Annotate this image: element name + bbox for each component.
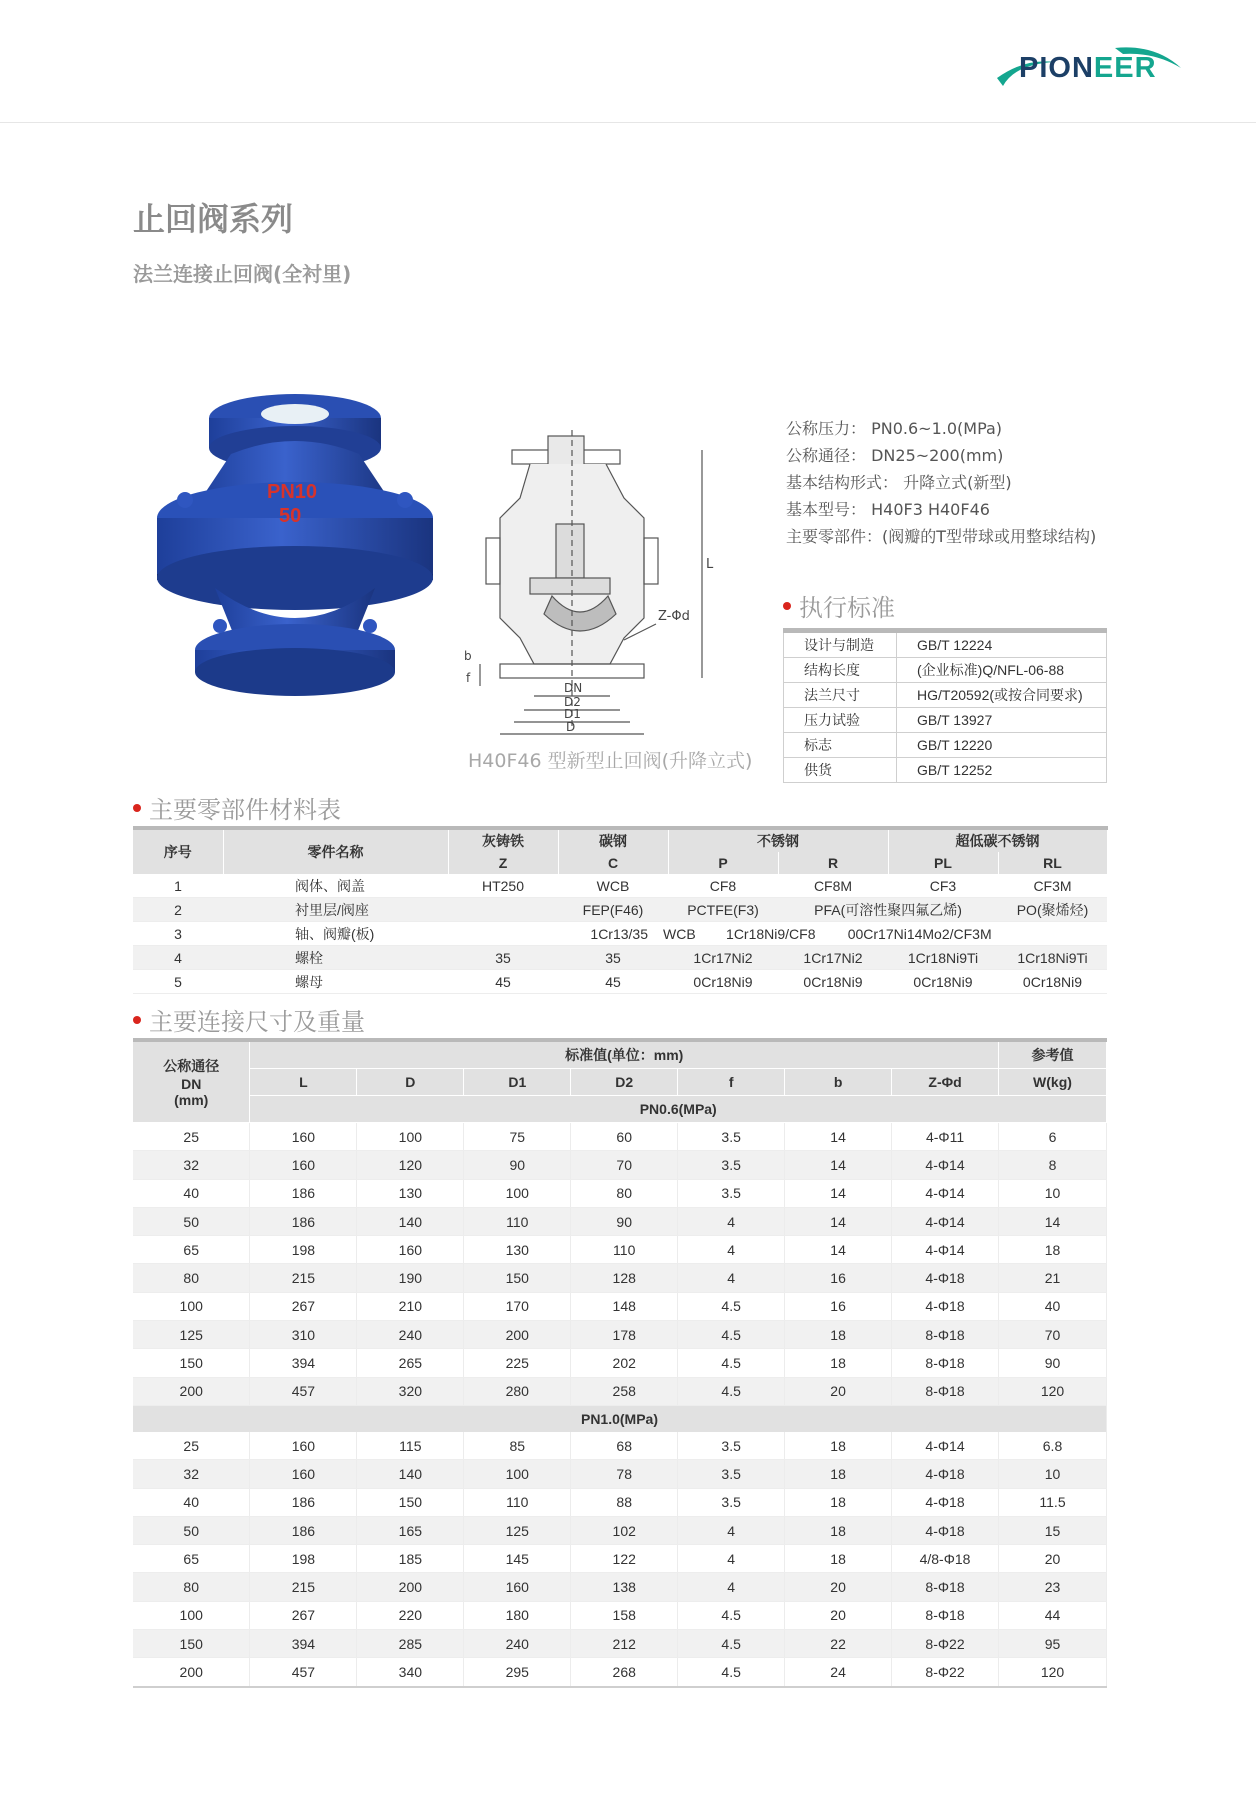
standards-heading: 执行标准 bbox=[783, 588, 895, 623]
table-cell: 150 bbox=[133, 1349, 250, 1377]
table-cell: 14 bbox=[785, 1207, 892, 1235]
table-cell: 25 bbox=[133, 1123, 250, 1151]
table-cell: 295 bbox=[464, 1658, 571, 1687]
table-cell: 200 bbox=[133, 1658, 250, 1687]
dim-label-dn: DN bbox=[564, 681, 583, 695]
table-row: 3 轴、阀瓣(板) 1Cr13/35 WCB 1Cr18Ni9/CF8 00Cr17Ni14Mo2/CF3M bbox=[133, 922, 1107, 946]
table-cell: 90 bbox=[464, 1151, 571, 1179]
table-cell: 50 bbox=[133, 1516, 250, 1544]
table-cell: 110 bbox=[464, 1207, 571, 1235]
table-cell: 15 bbox=[999, 1516, 1107, 1544]
dim-label-d1: D1 bbox=[564, 707, 581, 721]
table-cell: 4-Φ14 bbox=[892, 1432, 999, 1460]
table-cell: 4-Φ14 bbox=[892, 1151, 999, 1179]
table-cell: 21 bbox=[999, 1264, 1107, 1292]
photo-marking-1: PN10 bbox=[267, 481, 318, 503]
table-cell: 60 bbox=[571, 1123, 678, 1151]
table-cell: 158 bbox=[571, 1601, 678, 1629]
table-cell: 14 bbox=[999, 1207, 1107, 1235]
table-cell: 198 bbox=[250, 1545, 357, 1573]
table-cell: 4.5 bbox=[678, 1630, 785, 1658]
section-drawing bbox=[460, 428, 750, 738]
table-cell: 80 bbox=[571, 1179, 678, 1207]
table-cell: 4.5 bbox=[678, 1601, 785, 1629]
dim-label-b: b bbox=[464, 649, 472, 663]
table-cell: 18 bbox=[785, 1321, 892, 1349]
table-cell: 80 bbox=[133, 1264, 250, 1292]
table-cell: 6 bbox=[999, 1123, 1107, 1151]
table-cell: 95 bbox=[999, 1630, 1107, 1658]
table-row bbox=[133, 1321, 1107, 1349]
table-cell: 120 bbox=[999, 1658, 1107, 1687]
table-cell: 150 bbox=[357, 1488, 464, 1516]
table-cell: 240 bbox=[357, 1321, 464, 1349]
table-cell: 32 bbox=[133, 1151, 250, 1179]
table-cell: 4 bbox=[678, 1264, 785, 1292]
table-cell: 215 bbox=[250, 1573, 357, 1601]
table-cell: 4-Φ14 bbox=[892, 1179, 999, 1207]
logo-text-a: PION bbox=[1019, 52, 1094, 84]
table-row: 5 螺母 45 45 0Cr18Ni9 0Cr18Ni9 0Cr18Ni9 0Cr18Ni9 bbox=[133, 970, 1107, 994]
table-cell: 40 bbox=[133, 1179, 250, 1207]
table-cell: 4-Φ18 bbox=[892, 1292, 999, 1320]
dimensions-table: 公称通径 DN (mm) 标准值(单位：mm) 参考值 L D D1 D2 f b Z-Φd W(kg) PN0.6(MPa) 25 160 100 75 60 3.5 14 4-Φ11 6 32 160 120 90 70 3.5 14 4-Φ14 8 40 186 130 100 80 3.5 14 4-Φ14 10 50 186 140 110 90 4 14 4-Φ14 14 65 198 160 130 110 4 14 4-Φ14 18 80 215 190 150 128 4 16 4-Φ18 21 100 267 210 170 148 4.5 16 4-Φ18 40 125 310 240 200 178 4.5 18 8-Φ18 70 150 394 265 225 202 4.5 18 8-Φ18 90 200 457 320 280 258 4.5 20 8-Φ18 120 PN1.0(MPa) 25 160 115 85 68 3.5 18 4-Φ14 6.8 32 160 140 100 78 3.5 18 4-Φ18 10 40 186 150 110 88 3.5 18 4-Φ18 11.5 50 186 165 125 102 4 18 4-Φ18 15 65 198 185 145 122 4 18 4/8-Φ18 20 80 215 200 160 138 4 20 8-Φ18 23 100 267 220 180 158 4.5 20 8-Φ18 44 150 394 285 240 212 4.5 22 8-Φ22 95 200 457 340 295 268 4.5 24 8-Φ22 120 bbox=[133, 1038, 1107, 1688]
table-cell: 310 bbox=[250, 1321, 357, 1349]
table-cell: 4-Φ14 bbox=[892, 1207, 999, 1235]
table-cell: 115 bbox=[357, 1432, 464, 1460]
table-cell: 394 bbox=[250, 1349, 357, 1377]
table-cell: 11.5 bbox=[999, 1488, 1107, 1516]
table-row bbox=[133, 1460, 1107, 1488]
table-cell: 130 bbox=[464, 1236, 571, 1264]
spec-item: 基本结构形式： 升降立式(新型) bbox=[786, 473, 1012, 492]
spec-item: 公称压力： PN0.6~1.0(MPa) bbox=[786, 419, 1003, 438]
spec-item: 主要零部件：(阀瓣的T型带球或用整球结构) bbox=[786, 527, 1097, 546]
table-cell: 125 bbox=[464, 1516, 571, 1544]
materials-heading: 主要零部件材料表 bbox=[133, 790, 341, 825]
table-cell: 18 bbox=[785, 1460, 892, 1488]
table-cell: 32 bbox=[133, 1460, 250, 1488]
table-cell: 457 bbox=[250, 1658, 357, 1687]
table-row bbox=[133, 1349, 1107, 1377]
logo-text-b: EER bbox=[1093, 52, 1157, 84]
dim-label-d2: D2 bbox=[564, 695, 581, 709]
valve-photo bbox=[145, 388, 435, 708]
materials-table: 序号 零件名称 灰铸铁 碳钢 不锈钢 超低碳不锈钢 Z C P R PL RL 1 阀体、阀盖 HT250 WCB CF8 CF8M CF3 CF3M 2 衬里层/阀座 FEP(F46) PCTFE(F3) PFA(可溶性聚四氟乙烯) PO(聚烯烃) 3 轴、阀瓣(板) 1Cr13/35 WCB 1Cr18Ni9/CF8 00Cr17Ni14Mo2/CF3M 4 螺栓 35 35 1Cr17Ni2 1Cr17Ni2 1Cr18Ni9Ti 1Cr18Ni9Ti 5 螺母 45 45 0Cr18Ni9 0Cr18Ni9 0Cr18Ni9 0Cr18Ni9 bbox=[133, 826, 1107, 994]
table-cell: 178 bbox=[571, 1321, 678, 1349]
table-row: 1 阀体、阀盖 HT250 WCB CF8 CF8M CF3 CF3M bbox=[133, 874, 1107, 898]
table-cell: 4.5 bbox=[678, 1377, 785, 1405]
table-cell: 200 bbox=[464, 1321, 571, 1349]
table-cell: 198 bbox=[250, 1236, 357, 1264]
table-cell: 4.5 bbox=[678, 1321, 785, 1349]
drawing-caption: H40F46 型新型止回阀(升降立式) bbox=[468, 750, 753, 772]
table-row bbox=[133, 1179, 1107, 1207]
table-cell: 265 bbox=[357, 1349, 464, 1377]
table-cell: 4 bbox=[678, 1516, 785, 1544]
table-cell: 65 bbox=[133, 1236, 250, 1264]
table-cell: 220 bbox=[357, 1601, 464, 1629]
table-cell: 186 bbox=[250, 1179, 357, 1207]
table-cell: 8-Φ18 bbox=[892, 1349, 999, 1377]
table-cell: 8-Φ18 bbox=[892, 1601, 999, 1629]
table-cell: 70 bbox=[571, 1151, 678, 1179]
bullet-dot-icon bbox=[133, 1016, 141, 1024]
table-row bbox=[133, 1601, 1107, 1629]
table-cell: 65 bbox=[133, 1545, 250, 1573]
table-cell: 14 bbox=[785, 1123, 892, 1151]
table-cell: 3.5 bbox=[678, 1488, 785, 1516]
table-cell: 394 bbox=[250, 1630, 357, 1658]
table-cell: 160 bbox=[250, 1151, 357, 1179]
table-cell: 18 bbox=[785, 1432, 892, 1460]
table-cell: 267 bbox=[250, 1292, 357, 1320]
spec-item: 公称通径： DN25~200(mm) bbox=[786, 446, 1004, 465]
table-cell: 90 bbox=[571, 1207, 678, 1235]
table-cell: 80 bbox=[133, 1573, 250, 1601]
table-cell: 14 bbox=[785, 1236, 892, 1264]
table-cell: 4-Φ18 bbox=[892, 1488, 999, 1516]
table-cell: 50 bbox=[133, 1207, 250, 1235]
table-cell: 4-Φ18 bbox=[892, 1460, 999, 1488]
table-cell: 165 bbox=[357, 1516, 464, 1544]
table-row bbox=[133, 1264, 1107, 1292]
table-cell: 100 bbox=[133, 1292, 250, 1320]
table-cell: 125 bbox=[133, 1321, 250, 1349]
table-row: 2 衬里层/阀座 FEP(F46) PCTFE(F3) PFA(可溶性聚四氟乙烯) PO(聚烯烃) bbox=[133, 898, 1107, 922]
table-cell: 280 bbox=[464, 1377, 571, 1405]
table-row bbox=[133, 1516, 1107, 1544]
dim-label-z: Z-Φd bbox=[658, 609, 690, 624]
table-cell: 8-Φ22 bbox=[892, 1630, 999, 1658]
page-subtitle: 法兰连接止回阀(全衬里) bbox=[133, 262, 352, 286]
table-row bbox=[133, 1236, 1107, 1264]
table-row: 压力试验 GB/T 13927 bbox=[784, 708, 1107, 733]
table-row bbox=[133, 1658, 1107, 1687]
table-cell: 16 bbox=[785, 1292, 892, 1320]
table-cell: 120 bbox=[357, 1151, 464, 1179]
table-cell: 200 bbox=[133, 1377, 250, 1405]
table-cell: 120 bbox=[999, 1377, 1107, 1405]
standards-table bbox=[783, 628, 1107, 783]
dimensions-body bbox=[133, 1123, 1107, 1687]
bullet-dot-icon bbox=[133, 804, 141, 812]
table-cell: 4-Φ14 bbox=[892, 1236, 999, 1264]
table-cell: 110 bbox=[464, 1488, 571, 1516]
table-cell: 225 bbox=[464, 1349, 571, 1377]
bullet-dot-icon bbox=[783, 602, 791, 610]
page-title: 止回阀系列 bbox=[133, 200, 294, 238]
page-header bbox=[0, 0, 1256, 123]
dim-label-L: L bbox=[706, 557, 714, 572]
table-cell: 16 bbox=[785, 1264, 892, 1292]
table-row bbox=[133, 1573, 1107, 1601]
table-cell: 4 bbox=[678, 1573, 785, 1601]
dim-label-d: D bbox=[566, 720, 576, 734]
group-header-row: PN1.0(MPa) bbox=[133, 1405, 1107, 1432]
table-row: 结构长度 (企业标准)Q/NFL-06-88 bbox=[784, 658, 1107, 683]
dim-label-f: f bbox=[466, 671, 471, 685]
table-cell: 200 bbox=[357, 1573, 464, 1601]
table-cell: 102 bbox=[571, 1516, 678, 1544]
table-row bbox=[133, 1432, 1107, 1460]
table-cell: 340 bbox=[357, 1658, 464, 1687]
table-cell: 185 bbox=[357, 1545, 464, 1573]
table-cell: 122 bbox=[571, 1545, 678, 1573]
table-cell: 160 bbox=[250, 1432, 357, 1460]
table-cell: 186 bbox=[250, 1207, 357, 1235]
table-cell: 8-Φ18 bbox=[892, 1573, 999, 1601]
table-cell: 4 bbox=[678, 1545, 785, 1573]
table-cell: 4-Φ18 bbox=[892, 1516, 999, 1544]
table-cell: 4.5 bbox=[678, 1292, 785, 1320]
table-cell: 190 bbox=[357, 1264, 464, 1292]
table-row bbox=[133, 1488, 1107, 1516]
table-cell: 68 bbox=[571, 1432, 678, 1460]
dimensions-heading: 主要连接尺寸及重量 bbox=[133, 1002, 365, 1037]
table-cell: 160 bbox=[250, 1123, 357, 1151]
table-row: 供货 GB/T 12252 bbox=[784, 758, 1107, 783]
table-cell: 145 bbox=[464, 1545, 571, 1573]
table-cell: 140 bbox=[357, 1207, 464, 1235]
table-cell: 4/8-Φ18 bbox=[892, 1545, 999, 1573]
table-cell: 267 bbox=[250, 1601, 357, 1629]
table-cell: 14 bbox=[785, 1179, 892, 1207]
table-cell: 268 bbox=[571, 1658, 678, 1687]
table-cell: 320 bbox=[357, 1377, 464, 1405]
table-cell: 4.5 bbox=[678, 1658, 785, 1687]
pioneer-logo bbox=[995, 42, 1185, 98]
table-cell: 88 bbox=[571, 1488, 678, 1516]
table-cell: 18 bbox=[785, 1349, 892, 1377]
table-cell: 78 bbox=[571, 1460, 678, 1488]
table-cell: 20 bbox=[785, 1601, 892, 1629]
table-cell: 160 bbox=[357, 1236, 464, 1264]
table-cell: 85 bbox=[464, 1432, 571, 1460]
table-row bbox=[133, 1123, 1107, 1151]
table-row bbox=[133, 1377, 1107, 1405]
table-cell: 25 bbox=[133, 1432, 250, 1460]
table-cell: 100 bbox=[464, 1179, 571, 1207]
table-cell: 24 bbox=[785, 1658, 892, 1687]
table-cell: 180 bbox=[464, 1601, 571, 1629]
table-cell: 8-Φ22 bbox=[892, 1658, 999, 1687]
table-cell: 4-Φ18 bbox=[892, 1264, 999, 1292]
table-cell: 40 bbox=[133, 1488, 250, 1516]
table-cell: 130 bbox=[357, 1179, 464, 1207]
table-cell: 8-Φ18 bbox=[892, 1377, 999, 1405]
table-cell: 140 bbox=[357, 1460, 464, 1488]
table-cell: 160 bbox=[250, 1460, 357, 1488]
table-cell: 18 bbox=[785, 1545, 892, 1573]
table-cell: 4 bbox=[678, 1207, 785, 1235]
table-cell: 240 bbox=[464, 1630, 571, 1658]
table-cell: 160 bbox=[464, 1573, 571, 1601]
table-cell: 3.5 bbox=[678, 1123, 785, 1151]
table-cell: 128 bbox=[571, 1264, 678, 1292]
table-cell: 20 bbox=[785, 1573, 892, 1601]
table-cell: 215 bbox=[250, 1264, 357, 1292]
table-cell: 23 bbox=[999, 1573, 1107, 1601]
table-cell: 4.5 bbox=[678, 1349, 785, 1377]
table-cell: 186 bbox=[250, 1488, 357, 1516]
table-cell: 3.5 bbox=[678, 1151, 785, 1179]
table-cell: 212 bbox=[571, 1630, 678, 1658]
spec-list bbox=[786, 415, 1116, 550]
table-cell: 258 bbox=[571, 1377, 678, 1405]
table-cell: 90 bbox=[999, 1349, 1107, 1377]
table-row: 4 螺栓 35 35 1Cr17Ni2 1Cr17Ni2 1Cr18Ni9Ti 1Cr18Ni9Ti bbox=[133, 946, 1107, 970]
table-row bbox=[133, 1207, 1107, 1235]
table-cell: 457 bbox=[250, 1377, 357, 1405]
table-cell: 4-Φ11 bbox=[892, 1123, 999, 1151]
table-cell: 10 bbox=[999, 1460, 1107, 1488]
table-cell: 110 bbox=[571, 1236, 678, 1264]
photo-marking-2: 50 bbox=[279, 505, 302, 527]
table-cell: 4 bbox=[678, 1236, 785, 1264]
table-cell: 40 bbox=[999, 1292, 1107, 1320]
table-row bbox=[133, 1545, 1107, 1573]
table-cell: 170 bbox=[464, 1292, 571, 1320]
table-cell: 3.5 bbox=[678, 1460, 785, 1488]
table-row bbox=[133, 1151, 1107, 1179]
table-row bbox=[133, 1292, 1107, 1320]
table-cell: 150 bbox=[133, 1630, 250, 1658]
table-cell: 210 bbox=[357, 1292, 464, 1320]
table-cell: 8-Φ18 bbox=[892, 1321, 999, 1349]
table-row: 设计与制造 GB/T 12224 bbox=[784, 631, 1107, 658]
table-cell: 150 bbox=[464, 1264, 571, 1292]
table-cell: 148 bbox=[571, 1292, 678, 1320]
table-cell: 202 bbox=[571, 1349, 678, 1377]
table-cell: 285 bbox=[357, 1630, 464, 1658]
table-cell: 22 bbox=[785, 1630, 892, 1658]
table-cell: 8 bbox=[999, 1151, 1107, 1179]
table-cell: 10 bbox=[999, 1179, 1107, 1207]
table-row: 标志 GB/T 12220 bbox=[784, 733, 1107, 758]
table-cell: 70 bbox=[999, 1321, 1107, 1349]
table-row bbox=[133, 1630, 1107, 1658]
table-cell: 14 bbox=[785, 1151, 892, 1179]
table-cell: 6.8 bbox=[999, 1432, 1107, 1460]
table-cell: 100 bbox=[464, 1460, 571, 1488]
table-cell: 138 bbox=[571, 1573, 678, 1601]
table-cell: 44 bbox=[999, 1601, 1107, 1629]
table-cell: 186 bbox=[250, 1516, 357, 1544]
table-cell: 3.5 bbox=[678, 1432, 785, 1460]
table-cell: 20 bbox=[999, 1545, 1107, 1573]
table-cell: 75 bbox=[464, 1123, 571, 1151]
table-row: 法兰尺寸 HG/T20592(或按合同要求) bbox=[784, 683, 1107, 708]
table-cell: 100 bbox=[133, 1601, 250, 1629]
spec-item: 基本型号： H40F3 H40F46 bbox=[786, 500, 990, 519]
table-cell: 20 bbox=[785, 1377, 892, 1405]
table-cell: 3.5 bbox=[678, 1179, 785, 1207]
table-cell: 18 bbox=[785, 1488, 892, 1516]
table-cell: 18 bbox=[999, 1236, 1107, 1264]
table-cell: 100 bbox=[357, 1123, 464, 1151]
table-cell: 18 bbox=[785, 1516, 892, 1544]
